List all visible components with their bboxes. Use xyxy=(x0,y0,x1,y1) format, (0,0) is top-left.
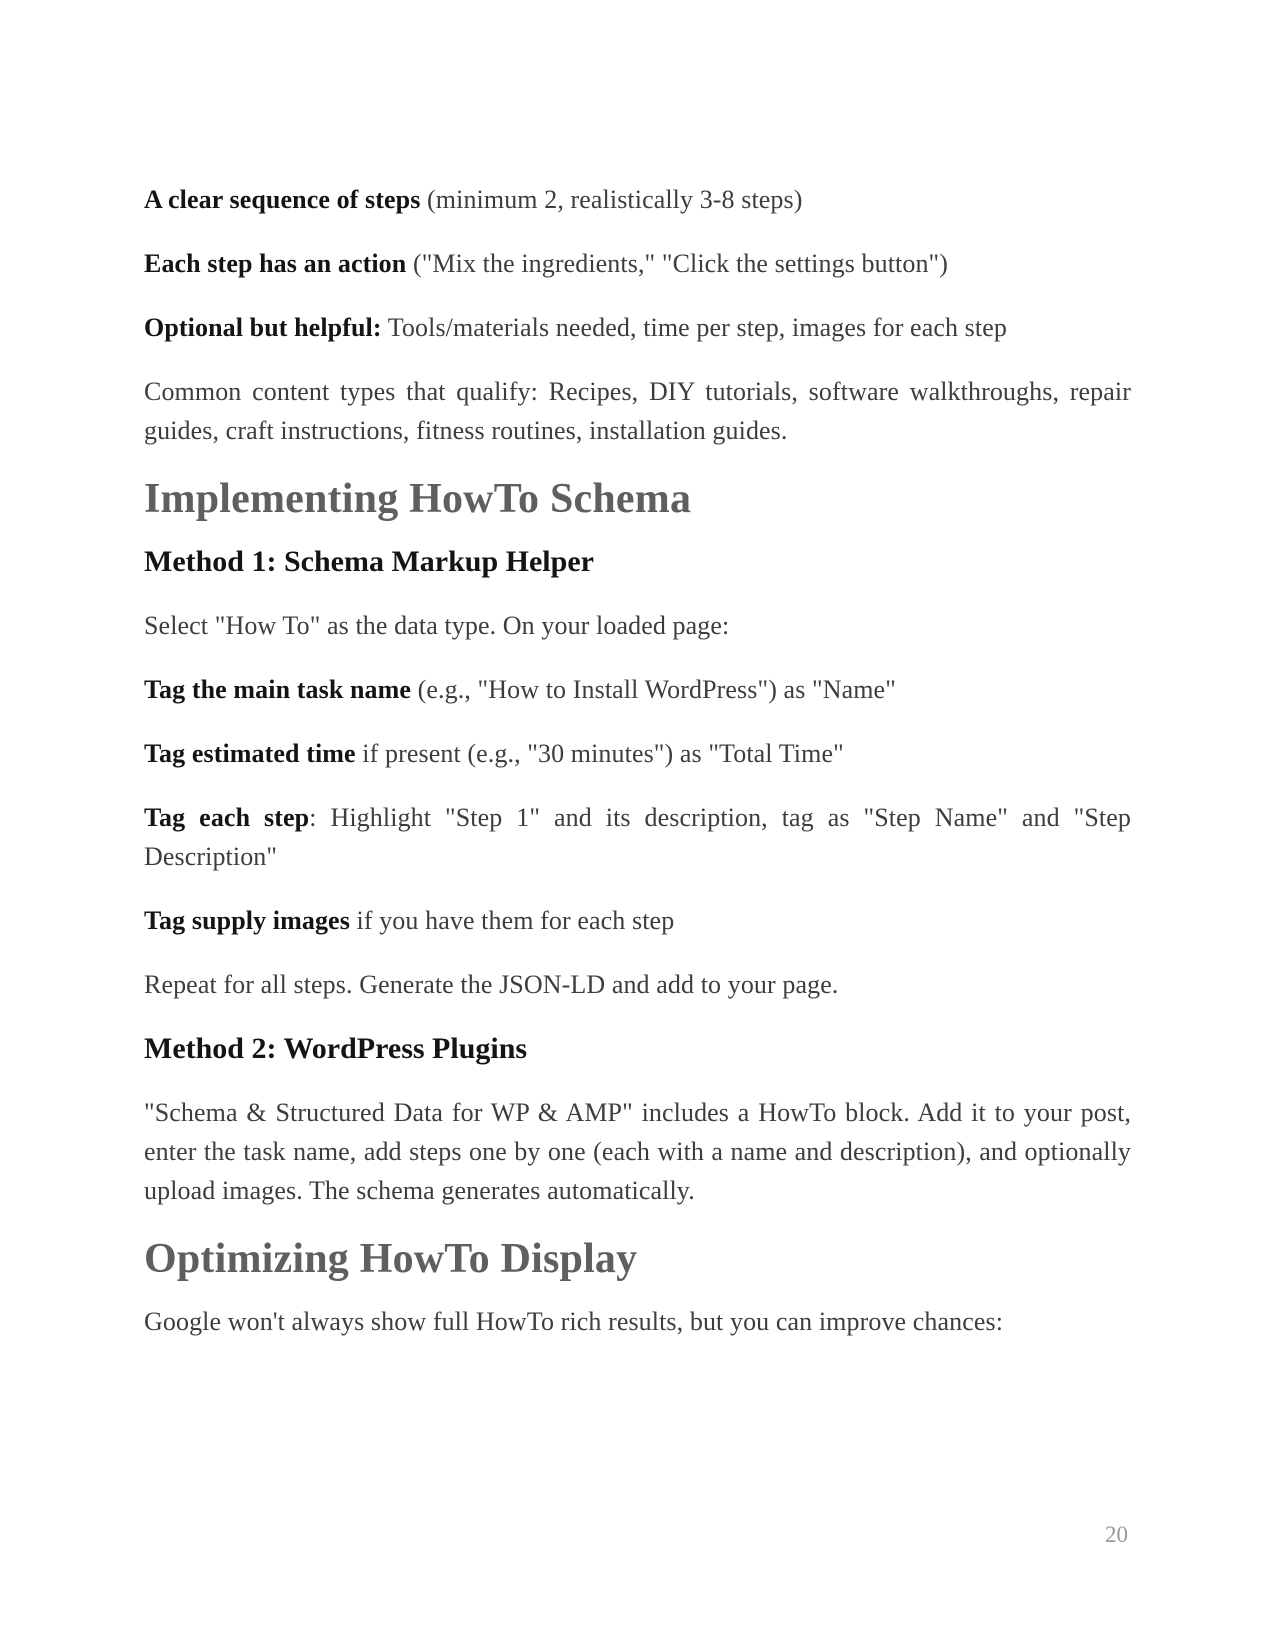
sub-heading: Method 1: Schema Markup Helper xyxy=(144,545,594,578)
bold-lead: Each step has an action xyxy=(144,249,407,278)
paragraph: A clear sequence of steps (minimum 2, realistically 3-8 steps) xyxy=(144,185,803,214)
paragraph: Select "How To" as the data type. On your loaded page: xyxy=(144,611,730,640)
section-heading: Implementing HowTo Schema xyxy=(144,476,692,522)
bold-lead: A clear sequence of steps xyxy=(144,185,421,214)
paragraph: Each step has an action ("Mix the ingredients," "Click the settings button") xyxy=(144,249,949,278)
document-body xyxy=(144,180,1131,1366)
sub-heading: Method 2: WordPress Plugins xyxy=(144,1032,528,1065)
section-heading: Optimizing HowTo Display xyxy=(144,1236,638,1282)
paragraph: Common content types that qualify: Recipes, DIY tutorials, software walkthroughs, repair guides, craft instructions, fitness routines, installation guides. xyxy=(144,377,1131,445)
paragraph: Tag estimated time if present (e.g., "30 minutes") as "Total Time" xyxy=(144,739,844,768)
bold-lead: Tag the main task name xyxy=(144,675,412,704)
paragraph: Tag each step: Highlight "Step 1" and its description, tag as "Step Name" and "Step Description" xyxy=(144,803,1131,871)
bold-lead: Tag each step xyxy=(144,803,310,832)
bold-lead: Tag estimated time xyxy=(144,739,356,768)
page-number: 20 xyxy=(1105,1522,1128,1547)
bold-lead: Tag supply images xyxy=(144,906,350,935)
paragraph: Repeat for all steps. Generate the JSON-LD and add to your page. xyxy=(144,970,839,999)
paragraph: Tag the main task name (e.g., "How to Install WordPress") as "Name" xyxy=(144,675,896,704)
paragraph: "Schema & Structured Data for WP & AMP" includes a HowTo block. Add it to your post, enter the task name, add steps one by one (each with a name and description), and optionally upload images. The schema generates automatically. xyxy=(144,1098,1131,1205)
paragraph: Tag supply images if you have them for each step xyxy=(144,906,675,935)
bold-lead: Optional but helpful: xyxy=(144,313,382,342)
paragraph: Google won't always show full HowTo rich results, but you can improve chances: xyxy=(144,1307,1004,1336)
paragraph: Optional but helpful: Tools/materials needed, time per step, images for each step xyxy=(144,313,1007,342)
